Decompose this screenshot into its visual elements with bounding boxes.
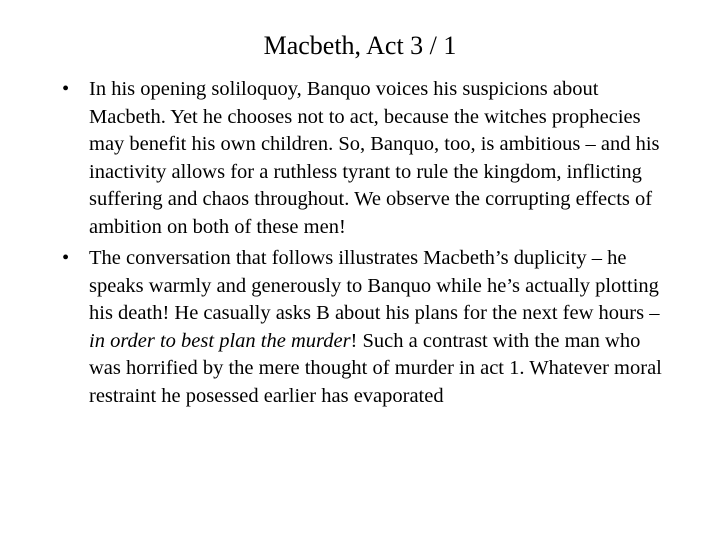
bullet-list bbox=[62, 76, 662, 414]
bullet-text-1: In his opening soliloquoy, Banquo voices his suspicions about Macbeth. Yet he chooses not to act, because the witches prophecies may benefit his own children. So, Banquo, too, is ambitious – and his inactivity allows for a ruthless tyrant to rule the kingdom, inflicting suffering and chaos throughout. We observe the corrupting effects of ambition on both of these men! bbox=[89, 78, 660, 238]
bullet-text-2-italic: in order to best plan the murder bbox=[89, 329, 351, 352]
bullet-text-2 bbox=[89, 247, 662, 407]
bullet-icon: • bbox=[62, 247, 70, 269]
bullet-text-2-after: ! Such a contrast with the man who was horrified by the mere thought of murder in act 1. Whatever moral restraint he posessed earlier has evaporated bbox=[89, 329, 662, 407]
bullet-text-2-before: The conversation that follows illustrates Macbeth’s duplicity – he speaks warmly and generously to Banquo while he’s actually plotting his death! He casually asks B about his plans for the next few hours – bbox=[89, 247, 660, 324]
bullet-icon: • bbox=[62, 78, 70, 100]
bullet-item-1 bbox=[62, 76, 662, 241]
bullet-item-2 bbox=[62, 245, 662, 410]
slide-title: Macbeth, Act 3 / 1 bbox=[263, 31, 457, 60]
